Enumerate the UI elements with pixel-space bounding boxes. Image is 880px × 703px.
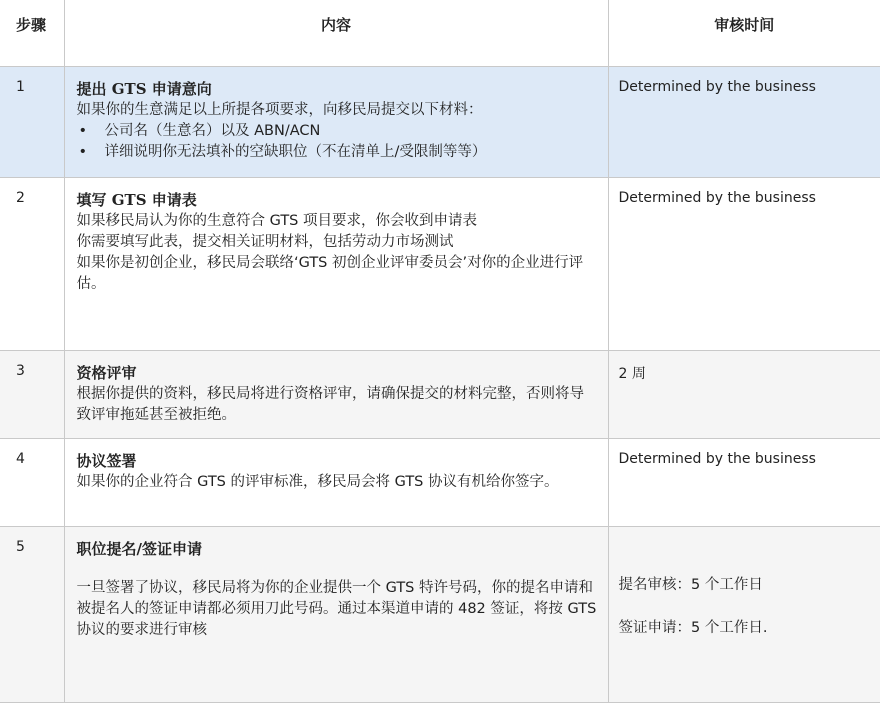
table-row xyxy=(0,439,880,527)
review-time-cell: Determined by the business xyxy=(608,178,880,351)
step-text: 如果移民局认为你的生意符合 GTS 项目要求，你会收到申请表 xyxy=(77,211,598,232)
step-text: 根据你提供的资料，移民局将进行资格评审，请确保提交的材料完整，否则将导致评审拖延甚至被拒绝。 xyxy=(77,384,598,426)
step-title: 职位提名/签证申请 xyxy=(77,539,598,560)
list-item: • 公司名（生意名）以及 ABN/ACN xyxy=(105,121,598,142)
step-number-cell: 4 xyxy=(0,439,64,527)
step-number-cell: 3 xyxy=(0,351,64,439)
step-title: 提出 GTS 申请意向 xyxy=(77,79,598,100)
table-row xyxy=(0,67,880,178)
step-title: 填写 GTS 申请表 xyxy=(77,190,598,211)
content-cell xyxy=(64,527,608,703)
review-time-cell: Determined by the business xyxy=(608,67,880,178)
header-content: 内容 xyxy=(64,0,608,67)
nomination-review-time: 提名审核：5 个工作日 xyxy=(619,575,880,596)
list-item: • 详细说明你无法填补的空缺职位（不在清单上/受限制等等） xyxy=(105,142,598,163)
step-number-cell: 2 xyxy=(0,178,64,351)
step-text: 如果你是初创企业，移民局会联络‘GTS 初创企业评审委员会’对你的企业进行评估。 xyxy=(77,253,598,295)
visa-application-time: 签证申请：5 个工作日. xyxy=(619,618,880,639)
review-time-cell: Determined by the business xyxy=(608,439,880,527)
review-time-cell xyxy=(608,527,880,703)
header-step: 步骤 xyxy=(0,0,64,67)
table-row xyxy=(0,178,880,351)
content-cell xyxy=(64,178,608,351)
table-row xyxy=(0,351,880,439)
step-text: 你需要填写此表，提交相关证明材料，包括劳动力市场测试 xyxy=(77,232,598,253)
content-cell xyxy=(64,439,608,527)
step-number-cell: 1 xyxy=(0,67,64,178)
step-text: 如果你的生意满足以上所提各项要求，向移民局提交以下材料： xyxy=(77,100,598,121)
review-time-cell: 2 周 xyxy=(608,351,880,439)
step-text: 一旦签署了协议，移民局将为你的企业提供一个 GTS 特许号码，你的提名申请和被提名人的签证申请都必须用刀此号码。通过本渠道申请的 482 签证，将按 GTS 协议的要求进行审核 xyxy=(77,578,598,641)
bullet-list xyxy=(77,121,598,163)
header-time: 审核时间 xyxy=(608,0,880,67)
step-text: 如果你的企业符合 GTS 的评审标准，移民局会将 GTS 协议有机给你签字。 xyxy=(77,472,598,493)
step-number-cell: 5 xyxy=(0,527,64,703)
header-row xyxy=(0,0,880,67)
content-cell xyxy=(64,67,608,178)
step-title: 协议签署 xyxy=(77,451,598,472)
step-title: 资格评审 xyxy=(77,363,598,384)
table-row xyxy=(0,527,880,703)
content-cell xyxy=(64,351,608,439)
